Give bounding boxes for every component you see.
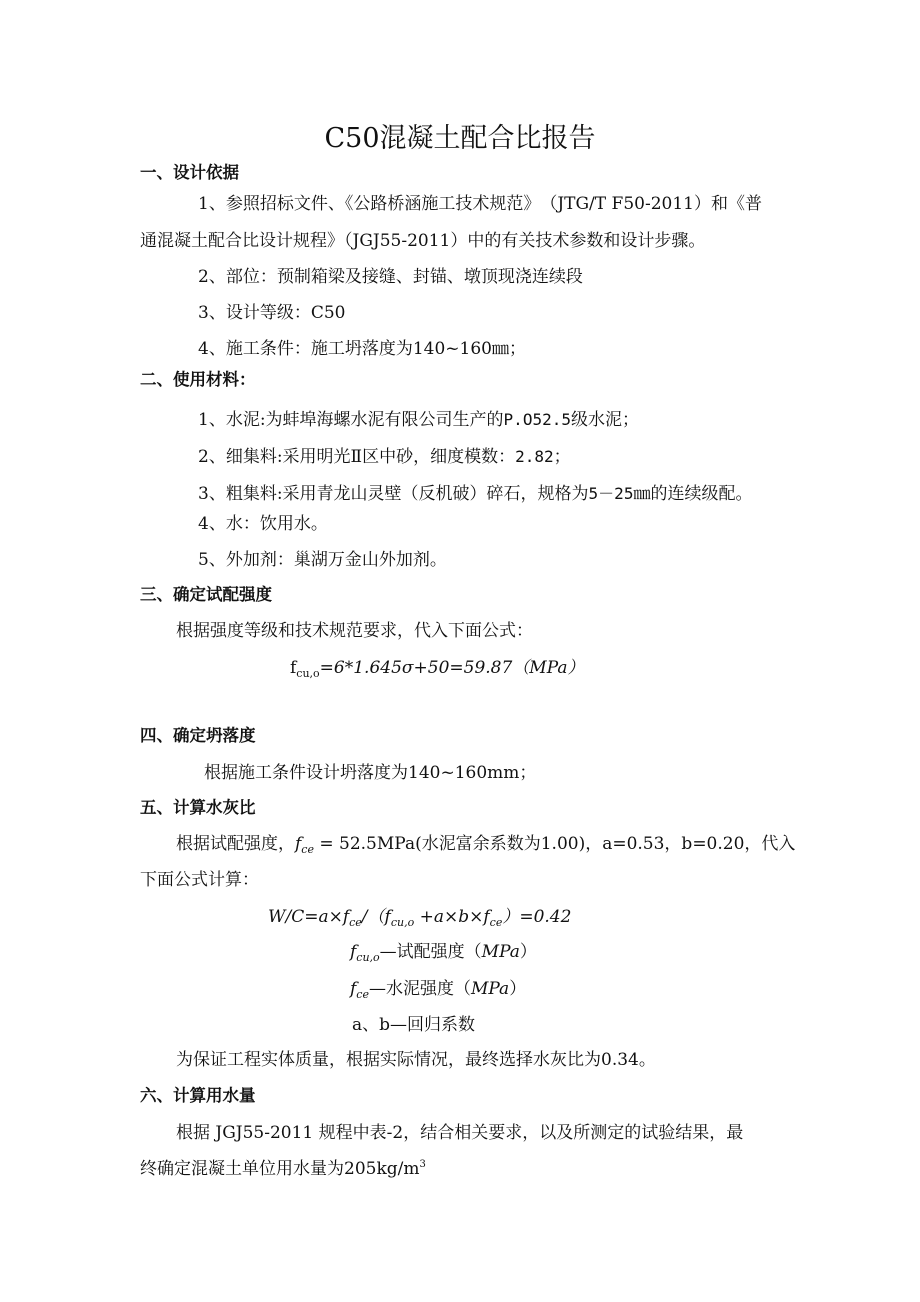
design-basis-item-1-line-2: 通混凝土配合比设计规程》（JGJ55-2011）中的有关技术参数和设计步骤。: [140, 231, 706, 251]
section-heading-materials: 二、使用材料：: [140, 370, 256, 389]
wc-formula-b: /（f: [361, 907, 391, 927]
material-item-water: 4、水：饮用水。: [198, 514, 328, 534]
section-heading-trial-strength: 三、确定试配强度: [140, 585, 272, 604]
material-item-coarse-aggregate: [198, 483, 752, 505]
wc-formula: [268, 906, 571, 928]
definition-fcuo: [350, 941, 537, 963]
formula-expression: =6*1.645σ+50=59.87（MPa）: [319, 658, 585, 678]
def-fce-symbol: f: [350, 979, 357, 999]
def-fcuo-close: ）: [519, 942, 537, 962]
design-basis-item-1-line-1: 1、参照招标文件、《公路桥涵施工技术规范》 （JTG/T F50-2011）和《普: [198, 194, 762, 214]
wc-final-selection: 为保证工程实体质量，根据实际情况，最终选择水灰比为0.34。: [176, 1050, 656, 1070]
material-item-cement: [198, 409, 639, 431]
coarse-aggregate-text: 3、粗集料:采用青龙山灵壁（反机破）碎石，规格为: [198, 484, 589, 504]
coarse-aggregate-size: 5－25: [588, 484, 634, 503]
formula-f: f: [290, 658, 297, 678]
design-basis-item-4: 4、施工条件：施工坍落度为140~160㎜；: [198, 339, 526, 359]
cement-suffix: 级水泥；: [570, 410, 639, 430]
definition-fce: [350, 978, 526, 1000]
wc-fce-subscript: ce: [301, 843, 314, 856]
water-content-text: 终确定混凝土单位用水量为205kg/m: [140, 1159, 420, 1179]
water-content-line-1: 根据 JGJ55-2011 规程中表-2，结合相关要求，以及所测定的试验结果，最: [176, 1123, 744, 1143]
cement-grade: P.O52.5: [503, 410, 571, 429]
def-fcuo-symbol: f: [350, 942, 357, 962]
formula-f-subscript: cu,o: [296, 667, 320, 680]
wc-formula-sub-2: cu,o: [390, 916, 415, 929]
def-fce-subscript: ce: [356, 988, 369, 1001]
design-basis-item-3: 3、设计等级：C50: [198, 303, 346, 323]
trial-strength-paragraph: 根据强度等级和技术规范要求，代入下面公式：: [176, 621, 533, 641]
section-heading-water-cement-ratio: 五、计算水灰比: [140, 798, 256, 817]
wc-formula-sub-1: ce: [349, 916, 362, 929]
def-fcuo-text: —试配强度（: [379, 942, 482, 962]
material-item-fine-aggregate: [198, 446, 571, 468]
wc-text-b: = 52.5MPa(水泥富余系数为1.00)，a=0.53，b=0.20，代入: [313, 834, 796, 854]
cement-text: 1、水泥:为蚌埠海螺水泥有限公司生产的: [198, 410, 504, 430]
wc-formula-sub-3: ce: [489, 916, 503, 929]
wc-paragraph-line-1: [176, 833, 795, 855]
coarse-aggregate-suffix: ㎜的连续级配。: [633, 484, 753, 504]
report-title: C50混凝土配合比报告: [324, 123, 596, 154]
slump-paragraph: 根据施工条件设计坍落度为140~160mm；: [204, 763, 537, 783]
def-fcuo-subscript: cu,o: [356, 951, 380, 964]
water-content-unit-exponent: 3: [419, 1159, 426, 1170]
fineness-modulus: 2.82: [515, 447, 554, 466]
wc-formula-d: ）=0.42: [502, 907, 572, 927]
design-basis-item-2: 2、部位：预制箱梁及接缝、封锚、墩顶现浇连续段: [198, 267, 583, 287]
wc-paragraph-line-2: 下面公式计算：: [140, 870, 259, 890]
water-content-line-2: [140, 1158, 426, 1180]
definition-regression: a、b—回归系数: [352, 1015, 476, 1035]
fine-aggregate-text: 2、细集料:采用明光Ⅱ区中砂，细度模数：: [198, 447, 516, 467]
def-fce-close: ）: [509, 979, 527, 999]
wc-fce-symbol: f: [295, 834, 302, 854]
wc-formula-a: W/C=a×f: [268, 907, 350, 927]
wc-text-a: 根据试配强度，: [176, 834, 295, 854]
section-heading-design-basis: 一、设计依据: [140, 163, 239, 182]
fine-aggregate-suffix: ；: [553, 447, 571, 467]
def-fcuo-unit: MPa: [481, 942, 520, 962]
def-fce-text: —水泥强度（: [368, 979, 471, 999]
wc-formula-c: +a×b×f: [414, 907, 490, 927]
section-heading-water-content: 六、计算用水量: [140, 1086, 256, 1105]
def-fce-unit: MPa: [470, 979, 510, 999]
material-item-admixture: 5、外加剂：巢湖万金山外加剂。: [198, 550, 447, 570]
trial-strength-formula: [290, 657, 585, 679]
section-heading-slump: 四、确定坍落度: [140, 726, 256, 745]
